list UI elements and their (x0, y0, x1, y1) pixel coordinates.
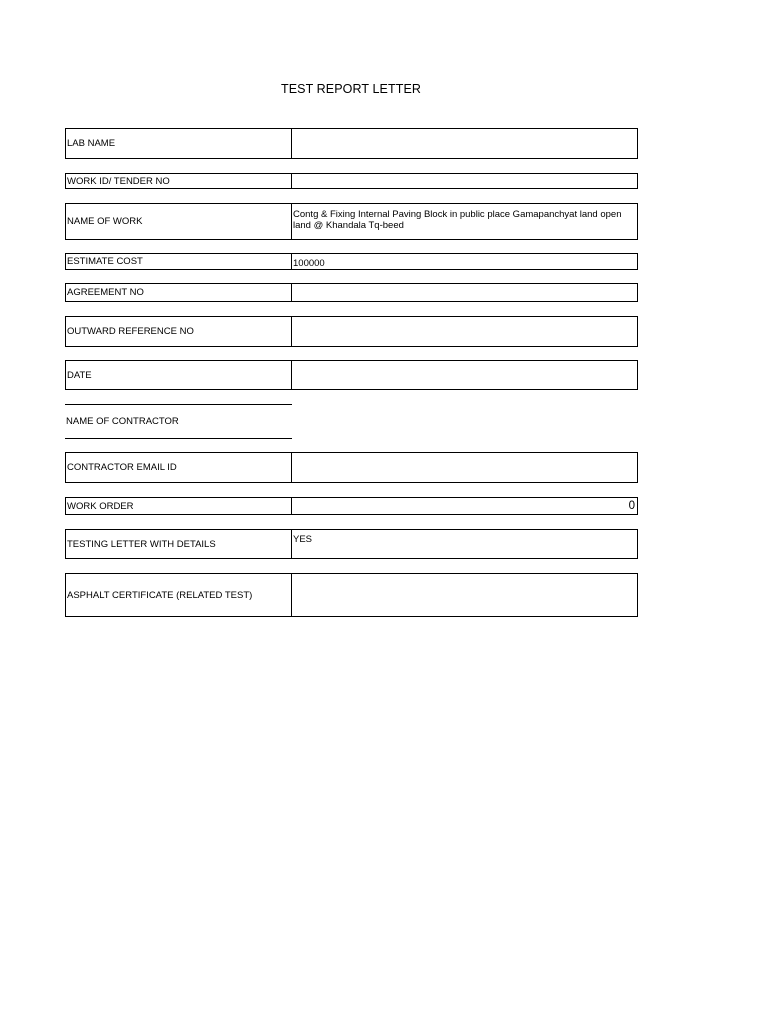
field-row-outward-reference-no (65, 316, 638, 347)
field-value[interactable]: 0 (292, 497, 638, 515)
field-row-name-of-contractor (65, 404, 638, 439)
field-row-contractor-email (65, 452, 638, 483)
field-label: TESTING LETTER WITH DETAILS (65, 529, 292, 559)
field-row-work-id (65, 173, 638, 189)
field-label: WORK ID/ TENDER NO (65, 173, 292, 189)
field-label: WORK ORDER (65, 497, 292, 515)
field-value[interactable] (292, 173, 638, 189)
field-value[interactable] (292, 452, 638, 483)
field-value[interactable] (292, 573, 638, 617)
field-value[interactable] (292, 283, 638, 302)
field-label: ESTIMATE COST (65, 253, 292, 270)
field-value[interactable]: 100000 (292, 253, 638, 270)
field-value[interactable]: Contg & Fixing Internal Paving Block in public place Gamapanchyat land open land @ Khandala Tq-beed (292, 203, 638, 240)
field-row-testing-letter (65, 529, 638, 559)
field-value[interactable] (292, 360, 638, 390)
field-value[interactable] (292, 128, 638, 159)
field-label: OUTWARD REFERENCE NO (65, 316, 292, 347)
field-label: LAB NAME (65, 128, 292, 159)
field-row-lab-name (65, 128, 638, 159)
field-value[interactable] (292, 404, 638, 439)
field-value[interactable]: YES (292, 529, 638, 559)
field-label: AGREEMENT NO (65, 283, 292, 302)
field-label: CONTRACTOR EMAIL ID (65, 452, 292, 483)
field-label: ASPHALT CERTIFICATE (RELATED TEST) (65, 573, 292, 617)
field-row-asphalt-certificate (65, 573, 638, 617)
field-row-work-order (65, 497, 638, 515)
field-value[interactable] (292, 316, 638, 347)
field-row-name-of-work (65, 203, 638, 240)
field-label: NAME OF CONTRACTOR (65, 404, 292, 439)
document-title: TEST REPORT LETTER (280, 82, 422, 96)
field-row-estimate-cost (65, 253, 638, 270)
field-label: DATE (65, 360, 292, 390)
field-label: NAME OF WORK (65, 203, 292, 240)
field-row-date (65, 360, 638, 390)
field-row-agreement-no (65, 283, 638, 302)
